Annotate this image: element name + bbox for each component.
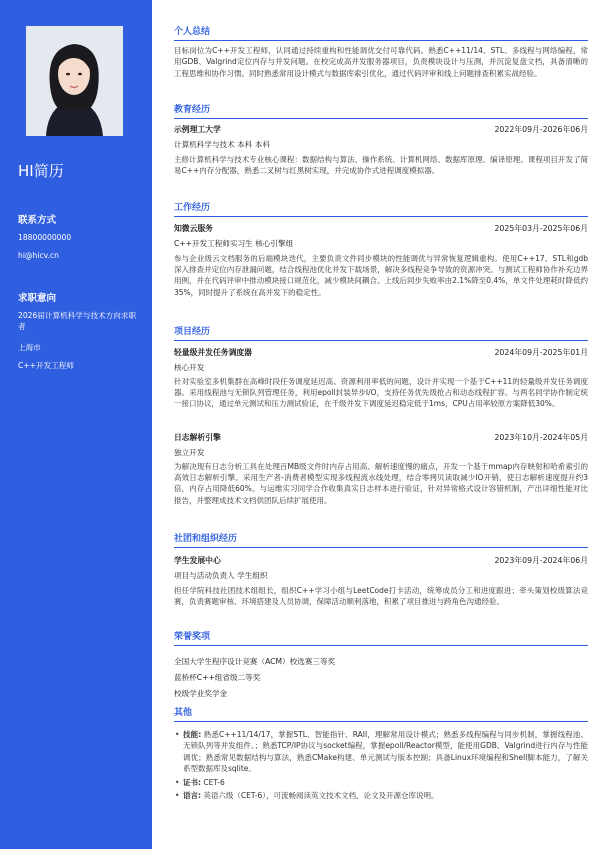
entry-role: 独立开发 (174, 448, 205, 457)
entry-org: 学生发展中心 (174, 556, 221, 565)
entry-org: 轻量级并发任务调度器 (174, 348, 252, 357)
section-title: 项目经历 (174, 326, 588, 341)
other-list (174, 729, 588, 801)
project-entry (174, 432, 588, 506)
entry-date: 2024年09月-2025年01月 (494, 348, 588, 357)
intent-item: 2026届计算机科学与技术方向求职者 (18, 311, 137, 331)
projects-section (174, 326, 588, 341)
education-section (174, 104, 588, 119)
awards-section (174, 631, 588, 646)
award-item: 全国大学生程序设计竞赛（ACM）校选赛三等奖 (174, 657, 336, 666)
contact-phone: 18800000000 (18, 233, 72, 242)
entry-desc: 主修计算机科学与技术专业核心课程：数据结构与算法、操作系统、计算机网络、数据库原理、编译原理。课程项目开发了简易C++内存分配器，熟悉二叉树与红黑树实现，并完成协作式进程调度模拟器。 (174, 154, 588, 175)
main-content (152, 0, 600, 849)
entry-org: 日志解析引擎 (174, 433, 221, 442)
entry-date: 2023年10月-2024年05月 (494, 433, 588, 442)
award-item: 蓝桥杯C++组省级二等奖 (174, 673, 261, 682)
other-label: 技能: (183, 730, 202, 739)
entry-desc: 担任学院科技社团技术组组长，组织C++学习小组与LeetCode打卡活动，统筹成员分工和进度跟进；牵头策划校级算法竞赛，负责赛题审核、环境搭建及人员协调，保障活动顺利落地，积累了项目推进与跨角色沟通经验。 (174, 585, 588, 606)
entry-date: 2022年09月-2026年06月 (494, 125, 588, 134)
education-entry (174, 124, 588, 176)
sidebar (0, 0, 152, 849)
entry-role: C++开发工程师实习生 核心引擎组 (174, 239, 294, 248)
other-item (174, 729, 588, 775)
entry-desc: 为解决现有日志分析工具在处理百MB级文件时内存占用高、解析速度慢的痛点，开发一个基于mmap内存映射和哈希索引的高效日志解析引擎。采用生产者-消费者模型实现多线程流水线处理，结合零拷贝读取减少IO开销，使日志解析速度提升约3倍，内存占用降低60%。与运维实习同学合作收集真实日志样本进行验证，针对异常格式设计容错机制，产出详细性能对比报告，并整理成技术文档供团队后续扩展使用。 (174, 461, 588, 505)
entry-org: 示例理工大学 (174, 125, 221, 134)
intent-heading: 求职意向 (18, 293, 57, 304)
other-section (174, 707, 588, 722)
other-label: 语言: (183, 791, 201, 801)
section-title: 荣誉奖项 (174, 631, 588, 646)
other-text: 英语六级（CET-6），可流畅阅读英文技术文档、论文及开源仓库说明。 (203, 791, 439, 801)
other-text: 熟悉C++11/14/17，掌握STL、智能指针、RAII，理解常用设计模式；熟悉多线程编程与同步机制，掌握线程池、无锁队列等并发组件。；熟悉TCP/IP协议与socket编程，掌握epoll/Reactor模型，能使用GDB、Valgrind进行内存与性能调优；熟悉常见数据结构与算法，熟悉CMake构建、单元测试与版本控制；具备Linux环境编程和Shell脚本能力，了解关系型数据库及sqlite。 (183, 730, 588, 774)
summary-text: 目标岗位为C++开发工程师，认同通过持续重构和性能调优交付可靠代码。熟悉C++11/14、STL、多线程与网络编程，常用GDB、Valgrind定位内存与并发问题。在校完成高并发服务器项目，负责模块设计与压测，并沉淀复盘文档，具备清晰的工程思维和协作习惯。同时熟悉常用设计模式与数据库索引优化，通过代码评审和线上问题排查积累实战经验。 (174, 46, 588, 78)
intent-item: 上海市 (18, 343, 41, 352)
other-item (174, 790, 588, 801)
entry-desc: 参与企业级云文档服务的后端模块迭代，主要负责文件同步模块的性能调优与异常恢复逻辑重构。使用C++17、STL和gdb深入排查并定位内存泄漏问题，结合线程池优化并发下载场景，解决多线程竞争导致的资源冲突。与测试工程师协作补充边界用例，并在代码评审中推动模块接口规范化，减少模块间耦合。上线后同步失败率由2.1%降至0.4%，单文件处理耗时降低约35%，同时提升了系统在高并发下的稳定性。 (174, 253, 588, 297)
section-title: 教育经历 (174, 104, 588, 119)
section-title: 个人总结 (174, 26, 588, 41)
work-entry (174, 223, 588, 298)
contact-email: hi@hicv.cn (18, 251, 59, 260)
entry-role: 项目与活动负责人 学生组织 (174, 571, 268, 580)
award-item: 校级学业奖学金 (174, 689, 228, 698)
intent-item: C++开发工程师 (18, 361, 74, 370)
campus-entry (174, 555, 588, 607)
entry-desc: 针对实验室多机集群在高峰时段任务调度延迟高、资源利用率低的问题，设计并实现一个基于C++11的轻量级并发任务调度器。采用线程池与无锁队列管理任务，利用epoll封装异步I/O，支持任务优先级抢占和动态线程扩容。与两名同学协作制定统一接口协议，通过单元测试和压力测试验证，在千级并发下调度延迟稳定低于1ms，CPU占用率较原方案降低30%。 (174, 376, 588, 409)
contact-heading: 联系方式 (18, 215, 57, 226)
profile-photo (26, 26, 123, 136)
summary-section (174, 26, 588, 79)
awards-list (174, 654, 588, 702)
other-text: CET-6 (203, 777, 225, 787)
work-section (174, 202, 588, 217)
entry-org: 知微云服务 (174, 224, 213, 233)
avatar-icon (26, 26, 123, 136)
entry-date: 2025年03月-2025年06月 (494, 224, 588, 233)
project-entry (174, 347, 588, 410)
entry-date: 2023年09月-2024年06月 (494, 556, 588, 565)
campus-section (174, 533, 588, 548)
section-title: 其他 (174, 707, 588, 722)
other-label: 证书: (183, 777, 201, 787)
section-title: 工作经历 (174, 202, 588, 217)
candidate-name: HI简历 (18, 162, 64, 180)
section-title: 社团和组织经历 (174, 533, 588, 548)
entry-role: 核心开发 (174, 363, 205, 372)
entry-role: 计算机科学与技术 本科 本科 (174, 140, 270, 149)
other-item (174, 777, 588, 788)
